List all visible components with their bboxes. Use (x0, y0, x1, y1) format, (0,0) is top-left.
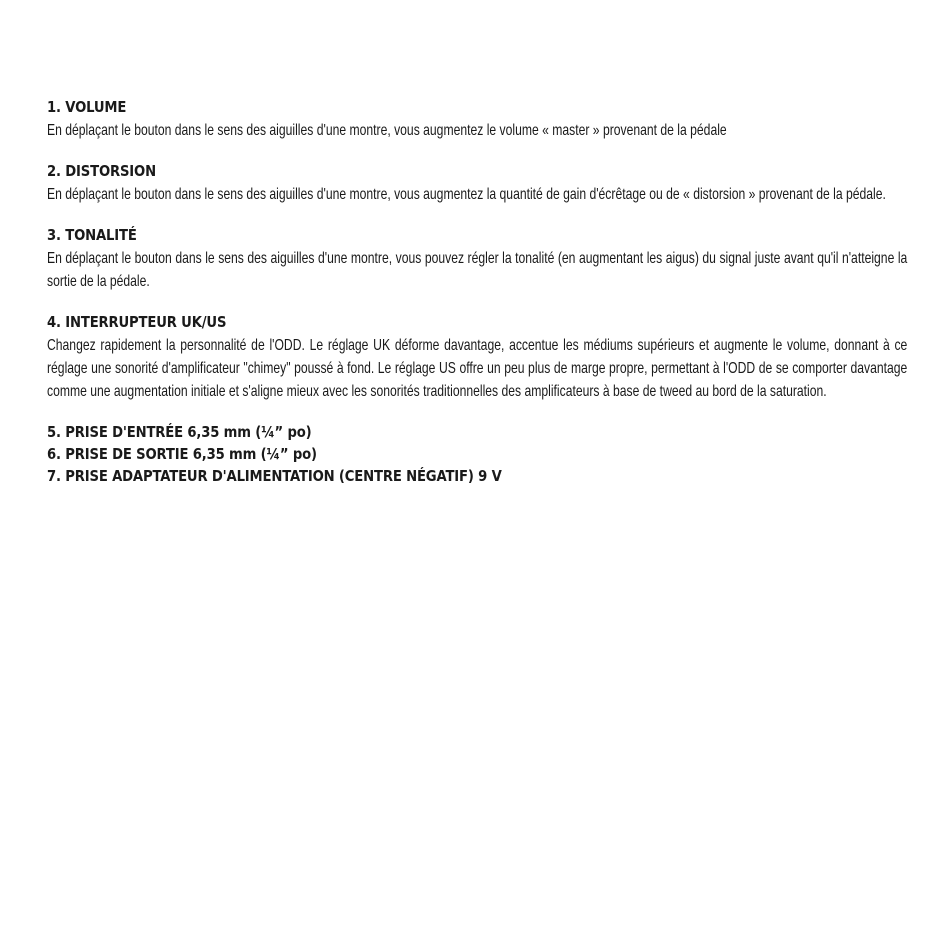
spec-power-jack: 7. PRISE ADAPTATEUR D'ALIMENTATION (CENTRE NÉGATIF) 9 V (47, 467, 502, 485)
section-heading: 2. DISTORSION (47, 162, 156, 180)
section-body: Changez rapidement la personnalité de l'ODD. Le réglage UK déforme davantage, accentue les médiums supérieurs et augmente le volume, donnant à ce réglage une sonorité d'amplificateur "chimey" poussé à fond. Le réglage US offre un peu plus de marge propre, permettant à l'ODD de se comporter davantage comme une augmentation initiale et s'aligne mieux avec les sonorités traditionnelles des amplificateurs à base de tweed au bord de la saturation. (47, 337, 908, 400)
section-volume (47, 96, 907, 142)
section-heading: 4. INTERRUPTEUR UK/US (47, 313, 227, 331)
section-heading: 1. VOLUME (47, 98, 127, 116)
document (47, 96, 907, 487)
spec-output-jack: 6. PRISE DE SORTIE 6,35 mm (¼” po) (47, 445, 317, 463)
section-body: En déplaçant le bouton dans le sens des aiguilles d'une montre, vous augmentez le volume « master » provenant de la pédale (47, 122, 727, 139)
section-distorsion (47, 160, 907, 206)
section-interrupteur (47, 311, 907, 403)
jack-specs-list (47, 421, 907, 487)
section-body: En déplaçant le bouton dans le sens des aiguilles d'une montre, vous augmentez la quantité de gain d'écrêtage ou de « distorsion » provenant de la pédale. (47, 186, 886, 203)
spec-input-jack: 5. PRISE D'ENTRÉE 6,35 mm (¼” po) (47, 423, 312, 441)
section-heading: 3. TONALITÉ (47, 226, 137, 244)
section-body: En déplaçant le bouton dans le sens des aiguilles d'une montre, vous pouvez régler la tonalité (en augmentant les aigus) du signal juste avant qu'il n'atteigne la sortie de la pédale. (47, 250, 908, 290)
section-tonalite (47, 224, 907, 293)
